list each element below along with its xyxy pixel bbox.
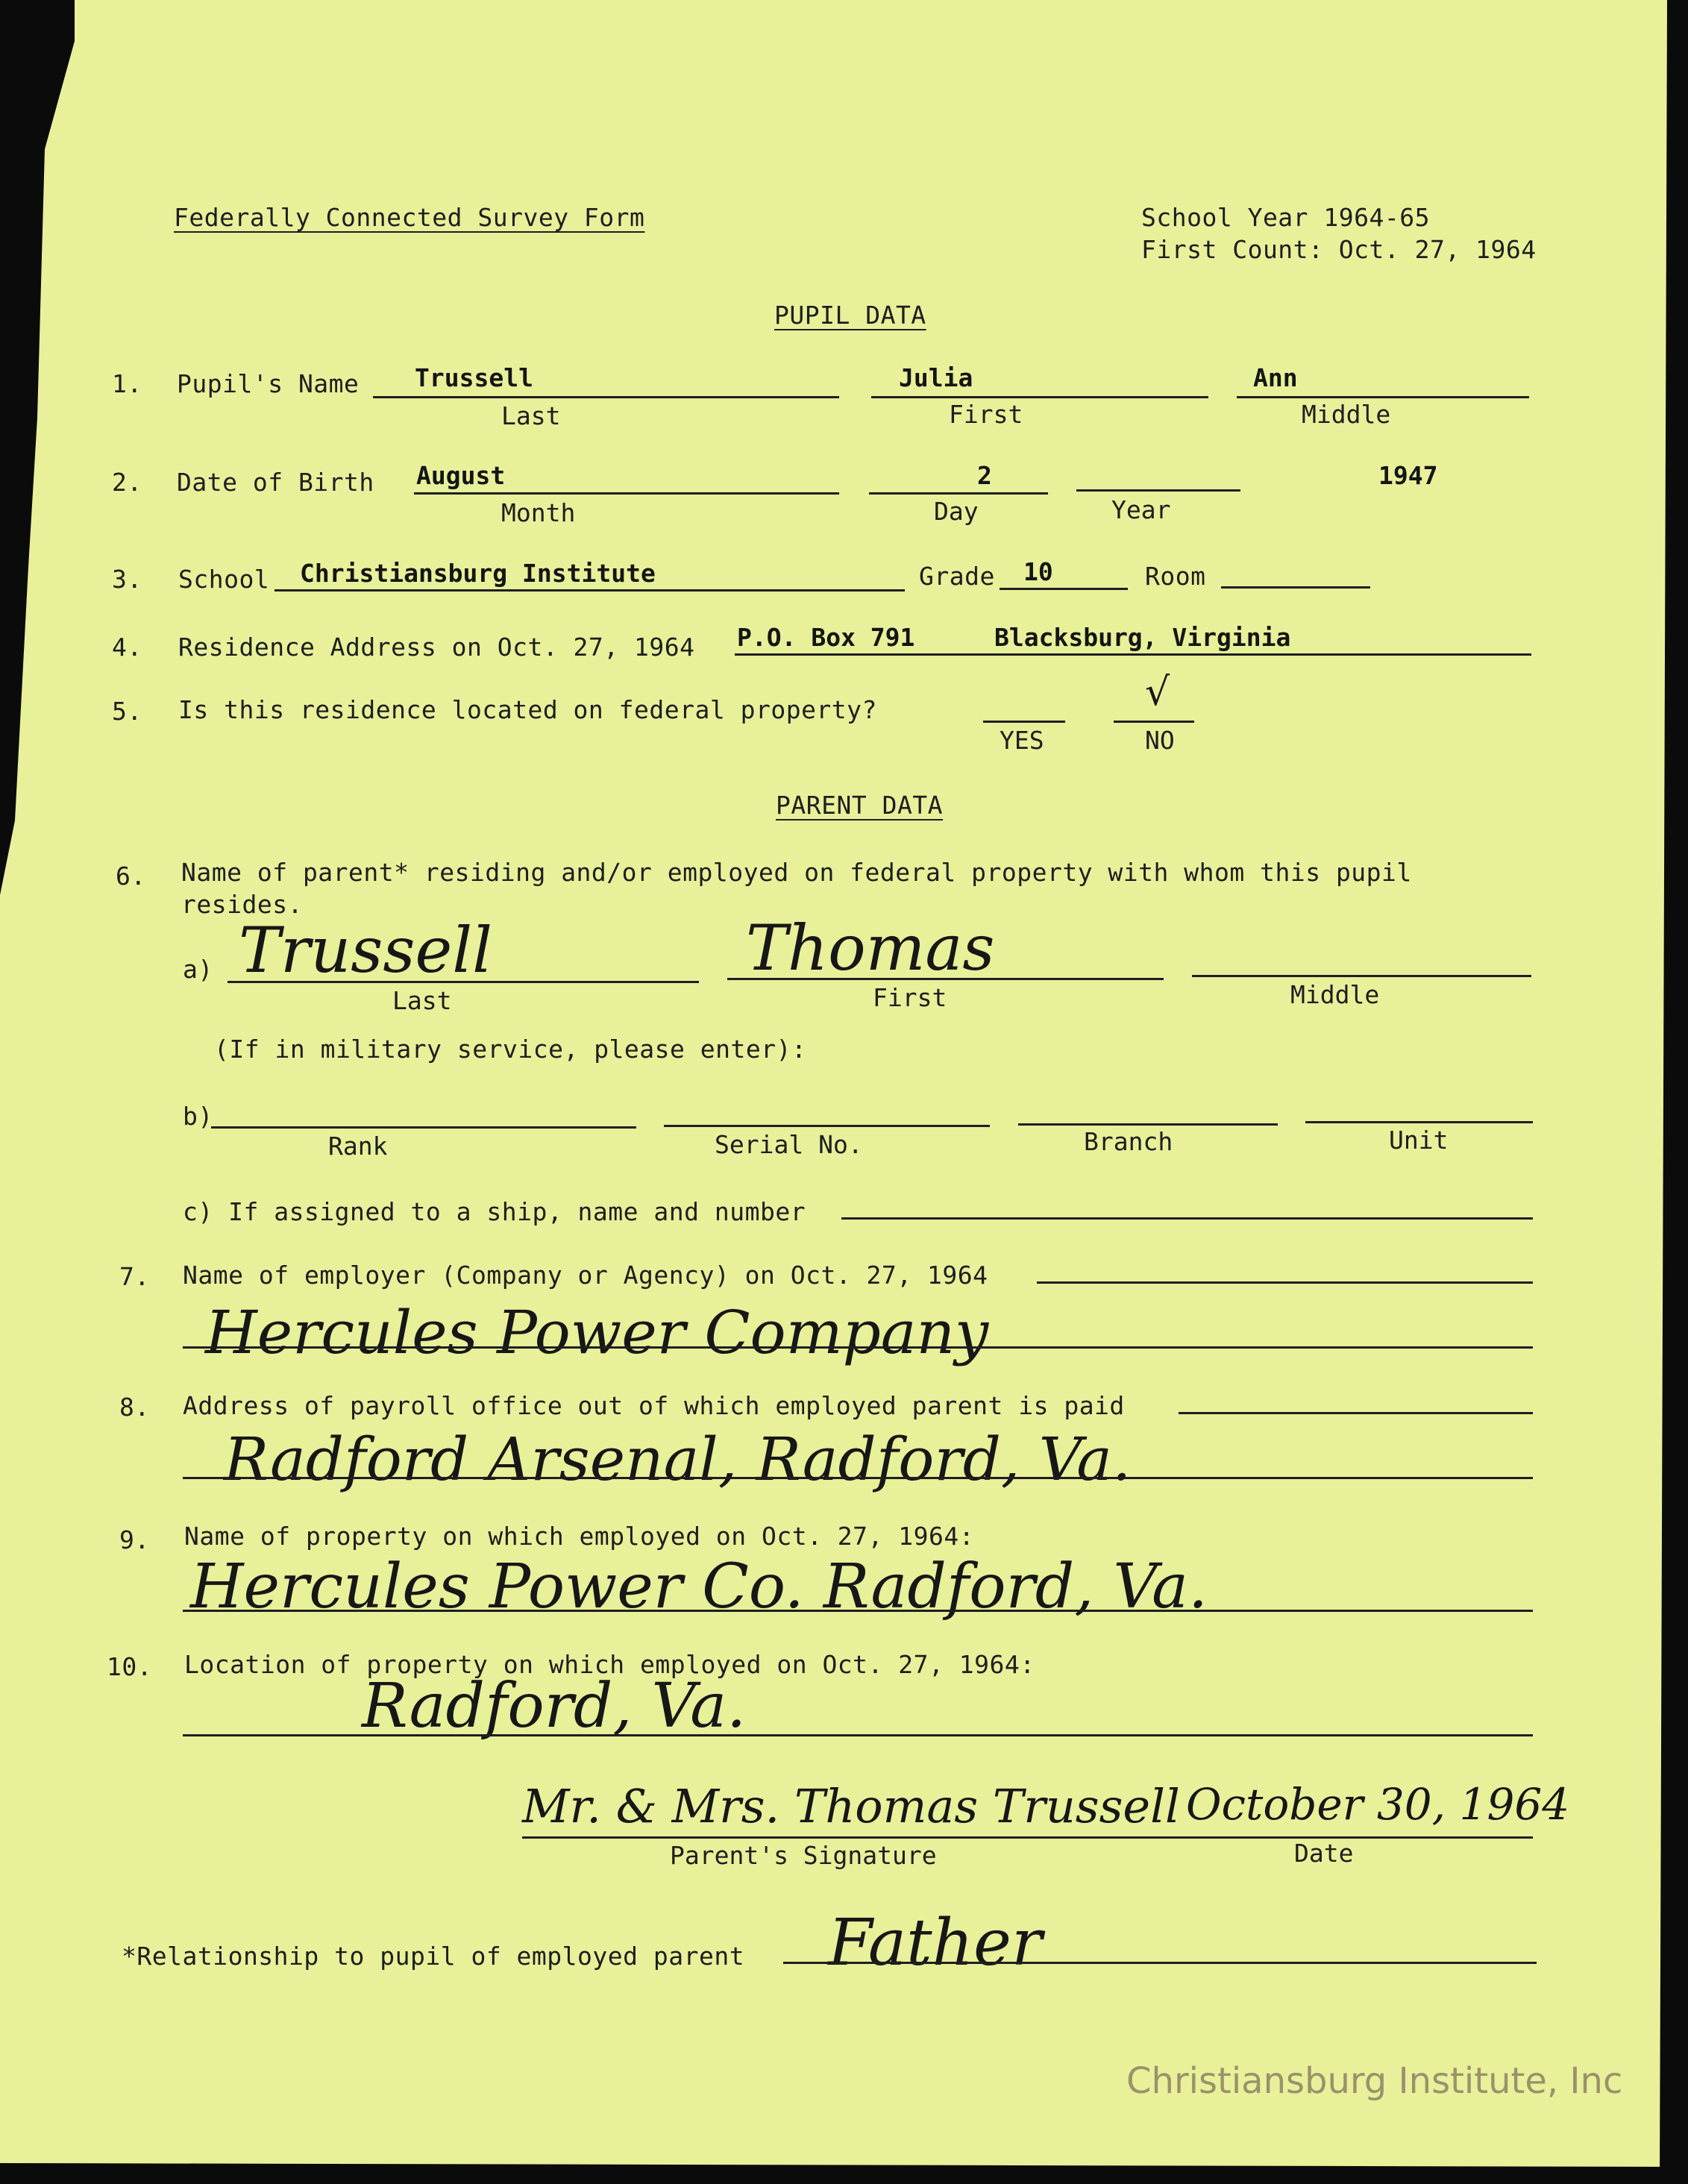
parent-middle-line — [1192, 975, 1531, 977]
birth-year-line — [1076, 489, 1240, 492]
caption-no: NO — [1145, 726, 1175, 755]
yes-line — [983, 721, 1065, 723]
birth-year: 1947 — [1378, 461, 1438, 490]
signature-date: October 30, 1964 — [1186, 1779, 1570, 1830]
q8-number: 8. — [119, 1393, 150, 1422]
birth-day: 2 — [977, 461, 992, 490]
watermark-text: Christiansburg Institute, Inc — [1126, 2060, 1623, 2102]
form-title: Federally Connected Survey Form — [174, 203, 645, 232]
q9-label: Name of property on which employed on Oct. 27, 1964: — [184, 1522, 975, 1551]
q5-label: Is this residence located on federal property? — [178, 695, 877, 724]
pupil-first-name: Julia — [899, 363, 973, 392]
no-check-mark: √ — [1145, 670, 1170, 715]
q6-label-line1: Name of parent* residing and/or employed on federal property with whom this pupil — [181, 858, 1412, 887]
q6b-label: b) — [183, 1102, 213, 1131]
q1-label: Pupil's Name — [177, 369, 360, 398]
caption-branch: Branch — [1084, 1127, 1173, 1156]
branch-line — [1018, 1123, 1278, 1126]
caption-serial: Serial No. — [715, 1130, 863, 1159]
relationship-answer: Father — [828, 1906, 1043, 1980]
caption-first: First — [949, 400, 1023, 429]
parent-last-line — [228, 981, 699, 983]
pupil-last-line — [373, 396, 839, 398]
q7-line-1 — [1037, 1281, 1533, 1284]
parent-first-name: Thomas — [746, 911, 995, 985]
property-location: Radford, Va. — [362, 1671, 747, 1742]
q6-label-line2: resides. — [181, 890, 303, 919]
rank-line — [211, 1126, 636, 1129]
q9-number: 9. — [119, 1525, 150, 1554]
school-year: School Year 1964-65 — [1141, 203, 1430, 232]
pupil-middle-line — [1237, 396, 1529, 398]
caption-year: Year — [1111, 495, 1171, 524]
ship-line — [841, 1217, 1533, 1220]
grade-label: Grade — [919, 562, 995, 591]
q3-number: 3. — [112, 565, 142, 594]
pupil-last-name: Trussell — [415, 363, 533, 392]
caption-parent-middle: Middle — [1290, 980, 1380, 1009]
residence-box: P.O. Box 791 — [737, 623, 915, 652]
q8-label: Address of payroll office out of which employed parent is paid — [183, 1391, 1125, 1420]
birth-month-line — [414, 492, 839, 495]
room-label: Room — [1145, 562, 1206, 591]
parent-signature: Mr. & Mrs. Thomas Trussell — [522, 1779, 1180, 1833]
payroll-address: Radford Arsenal, Radford, Va. — [224, 1425, 1132, 1494]
military-note: (If in military service, please enter): — [214, 1035, 807, 1064]
q1-number: 1. — [112, 369, 142, 398]
q4-label: Residence Address on Oct. 27, 1964 — [178, 633, 695, 662]
birth-day-line — [869, 492, 1048, 495]
q7-number: 7. — [119, 1262, 150, 1291]
q8-line-2 — [183, 1477, 1533, 1479]
caption-unit: Unit — [1389, 1126, 1449, 1155]
relationship-label: *Relationship to pupil of employed parent — [122, 1942, 745, 1971]
grade-value: 10 — [1023, 557, 1053, 586]
caption-month: Month — [501, 498, 576, 527]
q6c-label: c) If assigned to a ship, name and number — [183, 1197, 806, 1226]
caption-rank: Rank — [328, 1132, 388, 1161]
caption-middle: Middle — [1302, 400, 1391, 429]
caption-parent-last: Last — [392, 986, 452, 1015]
signature-line — [522, 1836, 1533, 1839]
caption-signature: Parent's Signature — [670, 1841, 937, 1870]
caption-day: Day — [934, 497, 979, 526]
q10-line — [183, 1734, 1533, 1736]
caption-last: Last — [501, 401, 561, 430]
birth-month: August — [416, 461, 506, 490]
q6a-label: a) — [183, 955, 213, 984]
caption-yes: YES — [1000, 726, 1044, 755]
room-line — [1221, 586, 1370, 589]
q9-line — [183, 1610, 1533, 1612]
unit-line — [1305, 1121, 1533, 1123]
pupil-middle-name: Ann — [1253, 363, 1298, 392]
q10-label: Location of property on which employed on Oct. 27, 1964: — [184, 1650, 1035, 1679]
q2-label: Date of Birth — [177, 468, 374, 497]
q2-number: 2. — [112, 468, 142, 497]
parent-last-name: Trussell — [239, 914, 492, 987]
school-name: Christiansburg Institute — [300, 559, 656, 588]
grade-line — [1000, 588, 1128, 590]
q8-line-1 — [1179, 1412, 1533, 1414]
q6-number: 6. — [116, 862, 146, 891]
relationship-line — [783, 1962, 1537, 1964]
school-line — [274, 589, 905, 592]
residence-line — [735, 653, 1531, 656]
q7-label: Name of employer (Company or Agency) on Oct. 27, 1964 — [183, 1261, 988, 1290]
caption-date: Date — [1294, 1839, 1354, 1868]
employer-name: Hercules Power Company — [205, 1298, 989, 1367]
q7-line-2 — [183, 1346, 1533, 1349]
property-name: Hercules Power Co. Radford, Va. — [190, 1551, 1208, 1622]
q10-number: 10. — [107, 1652, 153, 1681]
parent-data-heading: PARENT DATA — [776, 791, 944, 820]
q4-number: 4. — [112, 633, 142, 662]
q3-label: School — [178, 565, 270, 594]
pupil-first-line — [871, 396, 1208, 398]
first-count: First Count: Oct. 27, 1964 — [1141, 235, 1537, 264]
pupil-data-heading: PUPIL DATA — [774, 301, 926, 330]
residence-city: Blacksburg, Virginia — [994, 623, 1291, 652]
q5-number: 5. — [112, 697, 142, 726]
caption-parent-first: First — [873, 983, 947, 1012]
no-line — [1114, 721, 1194, 723]
parent-first-line — [727, 978, 1164, 980]
serial-line — [664, 1125, 990, 1127]
